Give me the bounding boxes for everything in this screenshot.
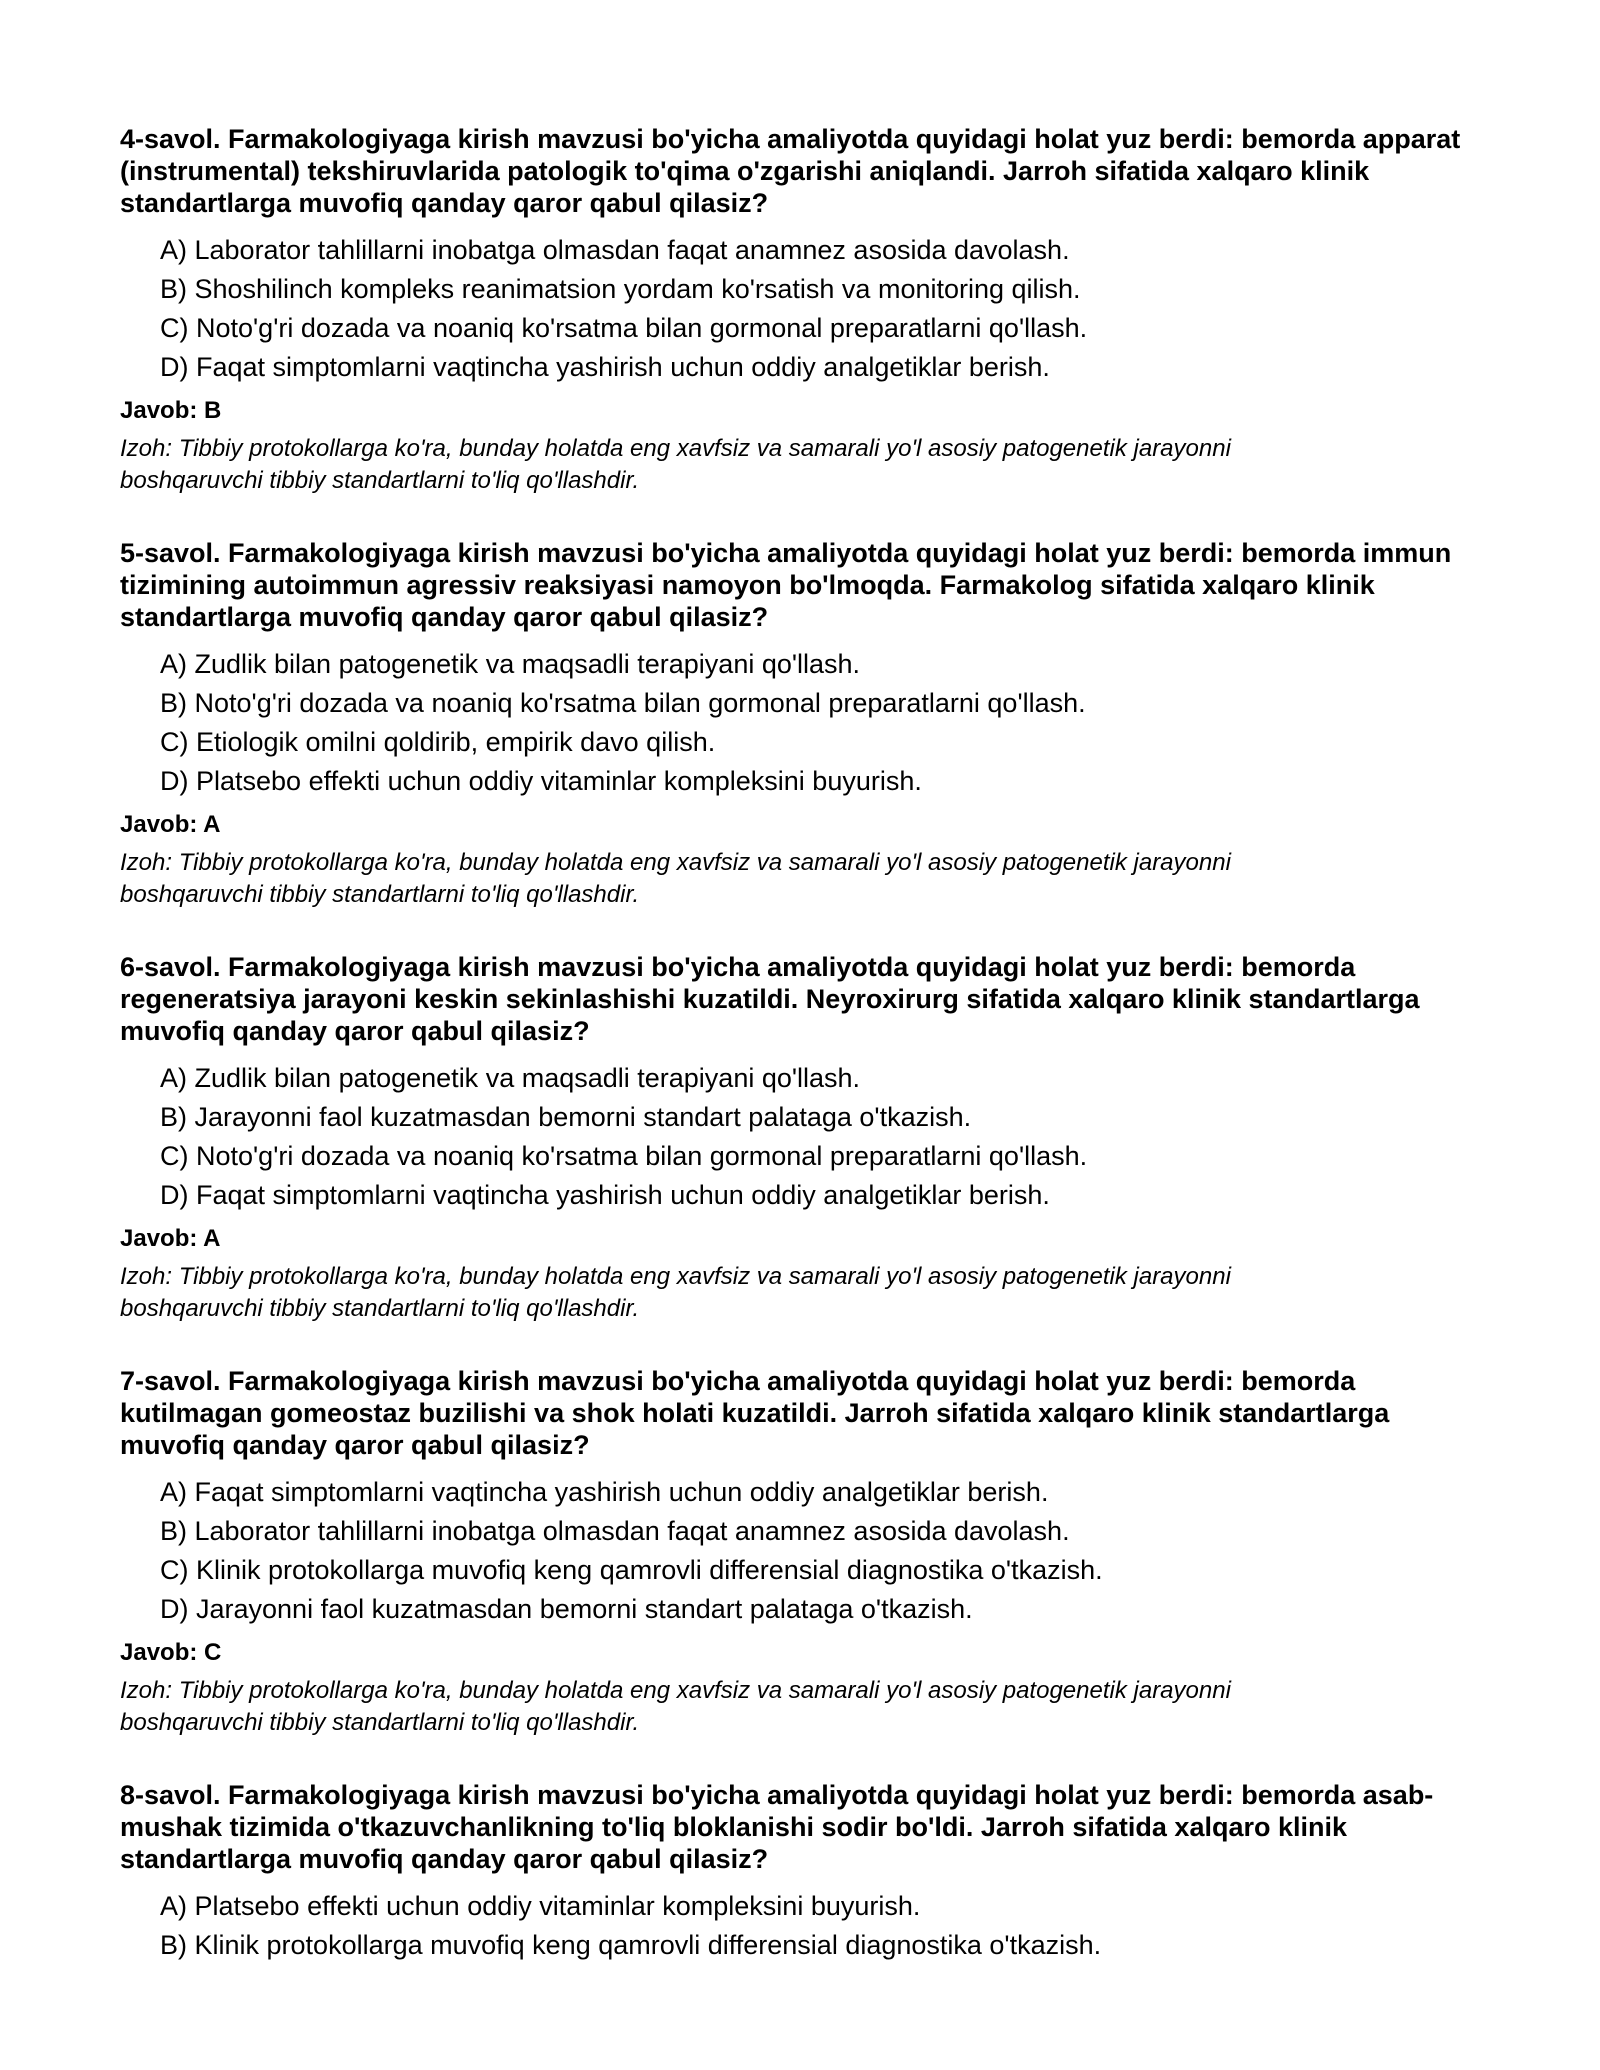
option-a: A) Zudlik bilan patogenetik va maqsadli terapiyani qo'llash. bbox=[160, 649, 861, 679]
option-a: A) Zudlik bilan patogenetik va maqsadli terapiyani qo'llash. bbox=[160, 1063, 861, 1093]
option-b: B) Laborator tahlillarni inobatga olmasdan faqat anamnez asosida davolash. bbox=[160, 1516, 1070, 1546]
option-c: C) Noto'g'ri dozada va noaniq ko'rsatma bilan gormonal preparatlarni qo'llash. bbox=[160, 313, 1088, 343]
question-title: 6-savol. Farmakologiyaga kirish mavzusi bo'yicha amaliyotda quyidagi holat yuz berdi: bemorda regeneratsiya jarayoni keskin sekinlashishi kuzatildi. Neyroxirurg sifatida xalqaro klinik standartlarga muvofiq qanday qaror qabul qilasiz? bbox=[120, 952, 1420, 1046]
option-d: D) Faqat simptomlarni vaqtincha yashirish uchun oddiy analgetiklar berish. bbox=[160, 1180, 1050, 1210]
question-block bbox=[120, 123, 1500, 497]
answer-label: Javob: C bbox=[120, 1639, 222, 1666]
option-a: A) Laborator tahlillarni inobatga olmasdan faqat anamnez asosida davolash. bbox=[160, 235, 1070, 265]
option-a: A) Faqat simptomlarni vaqtincha yashirish uchun oddiy analgetiklar berish. bbox=[160, 1477, 1049, 1507]
question-block bbox=[120, 1365, 1500, 1739]
explanation-note: Izoh: Tibbiy protokollarga ko'ra, bunday holatda eng xavfsiz va samarali yo'l asosiy patogenetik jarayonni boshqaruvchi tibbiy standartlarni to'liq qo'llashdir. bbox=[120, 435, 1231, 494]
options-list bbox=[120, 231, 1500, 387]
option-d: D) Faqat simptomlarni vaqtincha yashirish uchun oddiy analgetiklar berish. bbox=[160, 352, 1050, 382]
option-b: B) Jarayonni faol kuzatmasdan bemorni standart palataga o'tkazish. bbox=[160, 1102, 972, 1132]
options-list bbox=[120, 1059, 1500, 1215]
question-title: 7-savol. Farmakologiyaga kirish mavzusi bo'yicha amaliyotda quyidagi holat yuz berdi: bemorda kutilmagan gomeostaz buzilishi va shok holati kuzatildi. Jarroh sifatida xalqaro klinik standartlarga muvofiq qanday qaror qabul qilasiz? bbox=[120, 1366, 1390, 1460]
option-b: B) Noto'g'ri dozada va noaniq ko'rsatma bilan gormonal preparatlarni qo'llash. bbox=[160, 688, 1086, 718]
option-b: B) Shoshilinch kompleks reanimatsion yordam ko'rsatish va monitoring qilish. bbox=[160, 274, 1081, 304]
answer-label: Javob: B bbox=[120, 397, 222, 424]
options-list bbox=[120, 1887, 1500, 1965]
question-block bbox=[120, 537, 1500, 911]
question-block bbox=[120, 951, 1500, 1325]
option-d: D) Platsebo effekti uchun oddiy vitaminlar kompleksini buyurish. bbox=[160, 766, 922, 796]
question-title: 5-savol. Farmakologiyaga kirish mavzusi bo'yicha amaliyotda quyidagi holat yuz berdi: bemorda immun tizimining autoimmun agressiv reaksiyasi namoyon bo'lmoqda. Farmakolog sifatida xalqaro klinik standartlarga muvofiq qanday qaror qabul qilasiz? bbox=[120, 538, 1452, 632]
options-list bbox=[120, 1473, 1500, 1629]
option-c: C) Noto'g'ri dozada va noaniq ko'rsatma bilan gormonal preparatlarni qo'llash. bbox=[160, 1141, 1088, 1171]
option-c: C) Klinik protokollarga muvofiq keng qamrovli differensial diagnostika o'tkazish. bbox=[160, 1555, 1103, 1585]
question-block bbox=[120, 1779, 1500, 1965]
answer-label: Javob: A bbox=[120, 1225, 221, 1252]
document-page bbox=[120, 123, 1500, 2005]
explanation-note: Izoh: Tibbiy protokollarga ko'ra, bunday holatda eng xavfsiz va samarali yo'l asosiy patogenetik jarayonni boshqaruvchi tibbiy standartlarni to'liq qo'llashdir. bbox=[120, 849, 1231, 908]
answer-label: Javob: A bbox=[120, 811, 221, 838]
option-d: D) Jarayonni faol kuzatmasdan bemorni standart palataga o'tkazish. bbox=[160, 1594, 973, 1624]
option-b: B) Klinik protokollarga muvofiq keng qamrovli differensial diagnostika o'tkazish. bbox=[160, 1930, 1102, 1960]
options-list bbox=[120, 645, 1500, 801]
question-title: 8-savol. Farmakologiyaga kirish mavzusi bo'yicha amaliyotda quyidagi holat yuz berdi: bemorda asab-mushak tizimida o'tkazuvchanlikning to'liq bloklanishi sodir bo'ldi. Jarroh sifatida xalqaro klinik standartlarga muvofiq qanday qaror qabul qilasiz? bbox=[120, 1780, 1434, 1874]
question-title: 4-savol. Farmakologiyaga kirish mavzusi bo'yicha amaliyotda quyidagi holat yuz berdi: bemorda apparat (instrumental) tekshiruvlarida patologik to'qima o'zgarishi aniqlandi. Jarroh sifatida xalqaro klinik standartlarga muvofiq qanday qaror qabul qilasiz? bbox=[120, 124, 1461, 218]
explanation-note: Izoh: Tibbiy protokollarga ko'ra, bunday holatda eng xavfsiz va samarali yo'l asosiy patogenetik jarayonni boshqaruvchi tibbiy standartlarni to'liq qo'llashdir. bbox=[120, 1263, 1231, 1322]
option-c: C) Etiologik omilni qoldirib, empirik davo qilish. bbox=[160, 727, 716, 757]
option-a: A) Platsebo effekti uchun oddiy vitaminlar kompleksini buyurish. bbox=[160, 1891, 921, 1921]
explanation-note: Izoh: Tibbiy protokollarga ko'ra, bunday holatda eng xavfsiz va samarali yo'l asosiy patogenetik jarayonni boshqaruvchi tibbiy standartlarni to'liq qo'llashdir. bbox=[120, 1677, 1231, 1736]
